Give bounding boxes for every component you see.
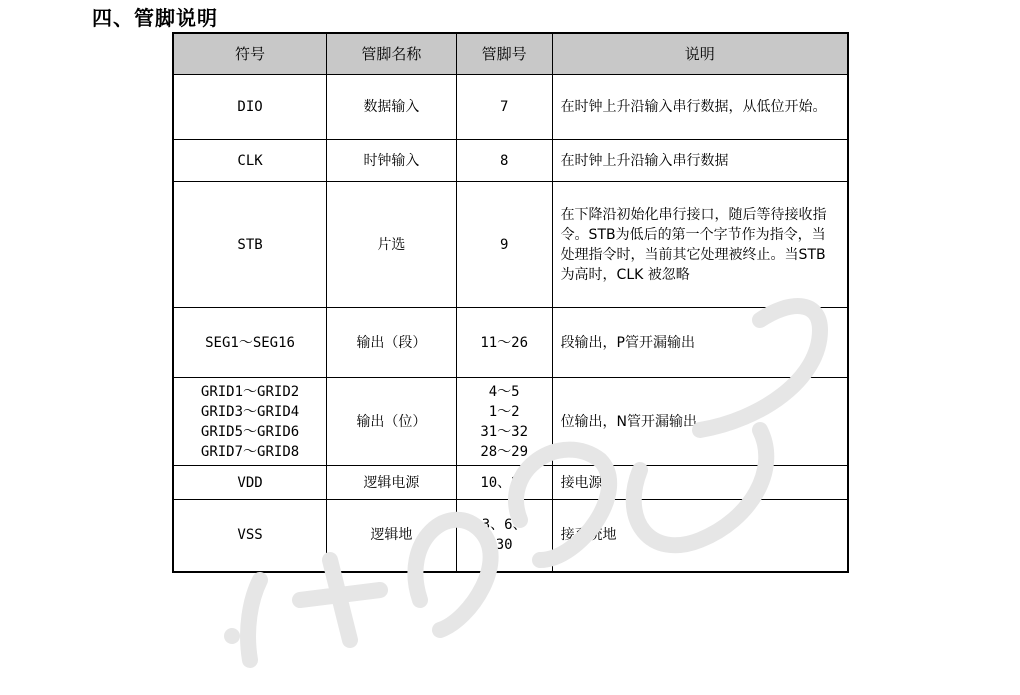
symbol-cell: CLK [173, 140, 327, 182]
description-cell: 接系统地 [552, 500, 848, 572]
table-row [173, 466, 848, 500]
symbol-cell: DIO [173, 75, 327, 140]
pin-number-cell: 11～26 [456, 308, 552, 378]
table-row [173, 378, 848, 466]
description-cell: 位输出，N管开漏输出 [552, 378, 848, 466]
symbol-cell [173, 378, 327, 466]
pin-name-cell: 时钟输入 [327, 140, 457, 182]
pin-number-cell: 7 [456, 75, 552, 140]
pin-number-line: 30 [495, 537, 513, 554]
description-cell: 在时钟上升沿输入串行数据，从低位开始。 [552, 75, 848, 140]
table-row [173, 182, 848, 308]
pin-number-line: 4～5 [488, 383, 520, 400]
symbol-cell: SEG1～SEG16 [173, 308, 327, 378]
pin-table [172, 32, 849, 573]
table-row [173, 308, 848, 378]
symbol-line: GRID1～GRID2 [200, 383, 300, 400]
header-symbol: 符号 [173, 33, 327, 75]
pin-number-line: 31～32 [480, 423, 529, 440]
pin-number-line: 1～2 [488, 403, 520, 420]
pin-number-cell [456, 500, 552, 572]
pin-number-line: 3、6、 [481, 517, 527, 534]
symbol-cell: VSS [173, 500, 327, 572]
header-pin-number: 管脚号 [456, 33, 552, 75]
symbol-line: GRID5～GRID6 [200, 423, 300, 440]
description-cell: 接电源正 [552, 466, 848, 500]
header-pin-name: 管脚名称 [327, 33, 457, 75]
table-header-row [173, 33, 848, 75]
pin-number-cell [456, 378, 552, 466]
pin-name-cell: 输出（段） [327, 308, 457, 378]
description-cell: 在下降沿初始化串行接口，随后等待接收指令。STB为低后的第一个字节作为指令，当处理指令时，当前其它处理被终止。当STB为高时，CLK 被忽略 [552, 182, 848, 308]
table-row [173, 75, 848, 140]
pin-name-cell: 逻辑电源 [327, 466, 457, 500]
section-heading: 四、管脚说明 [92, 6, 218, 30]
table-row [173, 140, 848, 182]
symbol-cell: STB [173, 182, 327, 308]
symbol-line: GRID7～GRID8 [200, 443, 300, 460]
pin-number-cell: 9 [456, 182, 552, 308]
symbol-cell: VDD [173, 466, 327, 500]
table-row [173, 500, 848, 572]
description-cell: 在时钟上升沿输入串行数据 [552, 140, 848, 182]
pin-number-line: 28～29 [480, 443, 529, 460]
pin-name-cell: 片选 [327, 182, 457, 308]
pin-name-cell: 逻辑地 [327, 500, 457, 572]
pin-name-cell: 数据输入 [327, 75, 457, 140]
pin-number-cell: 10、27 [456, 466, 552, 500]
description-cell: 段输出，P管开漏输出 [552, 308, 848, 378]
symbol-line: GRID3～GRID4 [200, 403, 300, 420]
header-description: 说明 [552, 33, 848, 75]
pin-name-cell: 输出（位） [327, 378, 457, 466]
pin-number-cell: 8 [456, 140, 552, 182]
